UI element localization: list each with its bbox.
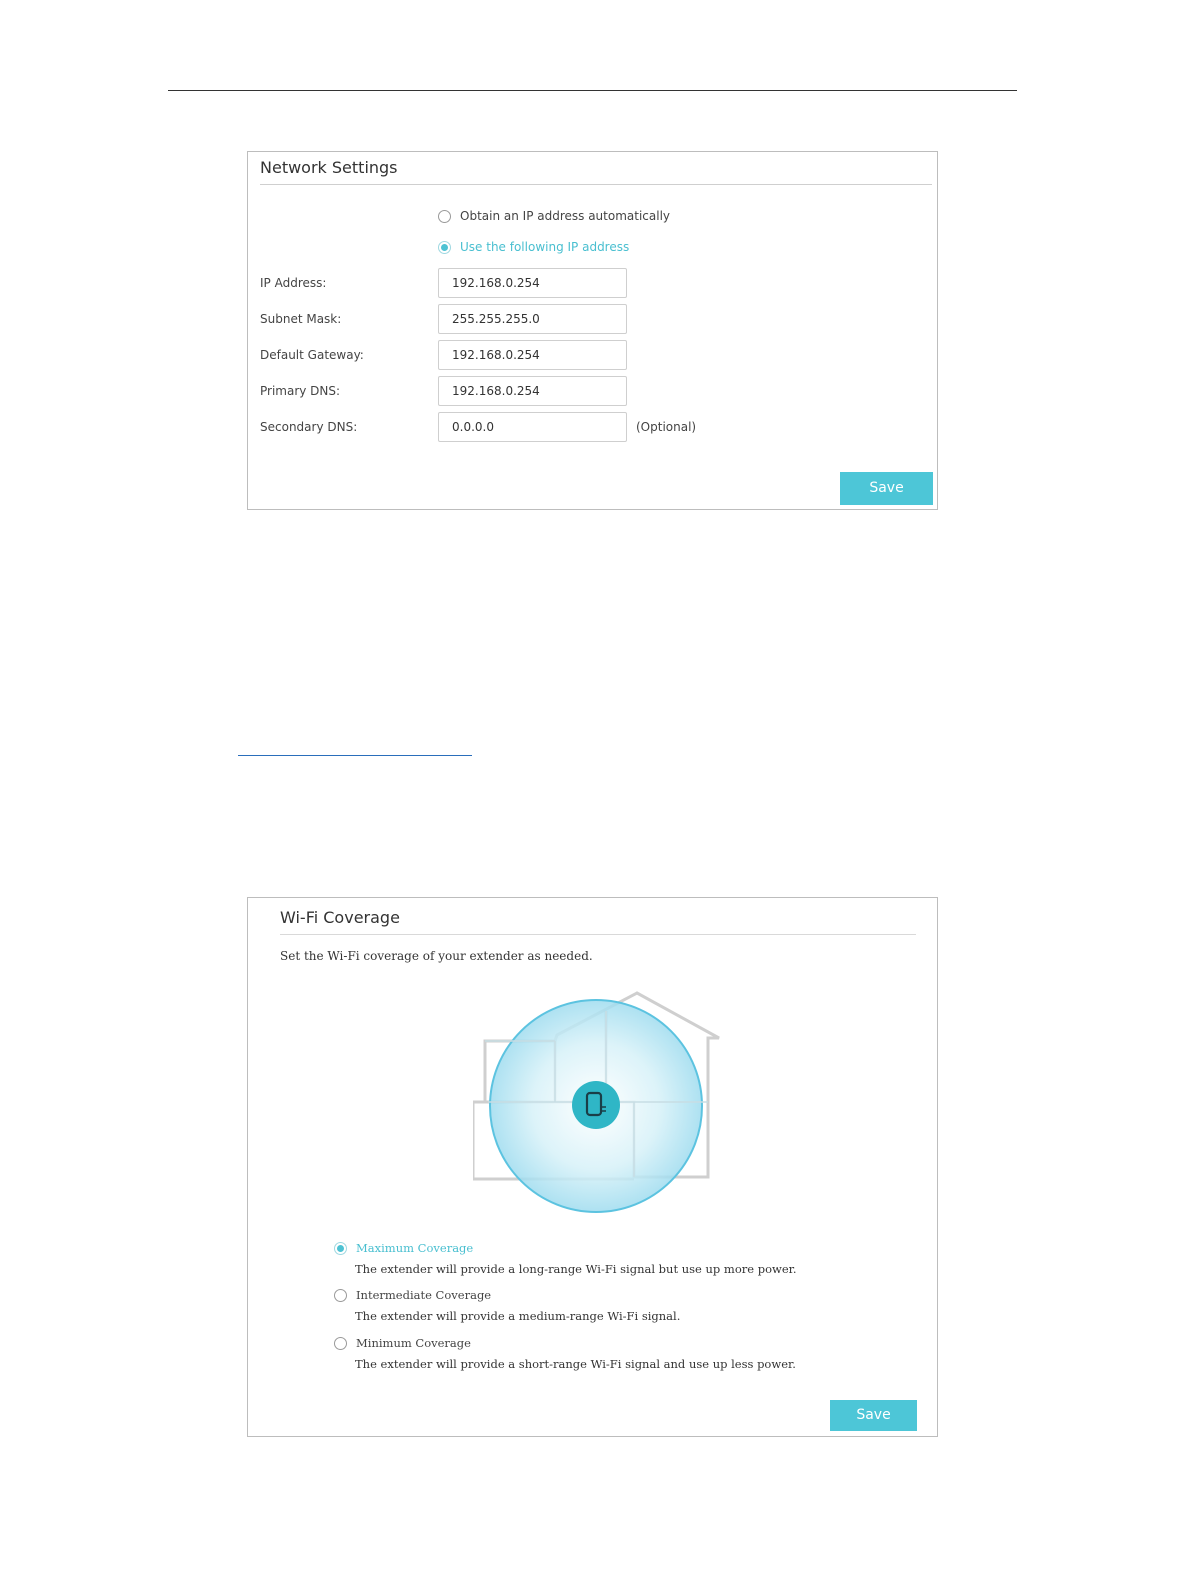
default-gateway-input[interactable] [438, 340, 627, 370]
ip-address-label: IP Address: [260, 276, 327, 290]
ip-address-input[interactable] [438, 268, 627, 298]
optional-note: (Optional) [636, 420, 697, 434]
link-underline [238, 755, 472, 756]
coverage-description: Set the Wi-Fi coverage of your extender as needed. [280, 949, 593, 963]
secondary-dns-input[interactable] [438, 412, 627, 442]
divider [260, 184, 932, 185]
extender-device-icon [572, 1081, 620, 1129]
secondary-dns-label: Secondary DNS: [260, 420, 358, 434]
default-gateway-label: Default Gateway: [260, 348, 364, 362]
coverage-option-description: The extender will provide a medium-range Wi-Fi signal. [355, 1309, 681, 1323]
coverage-option-intermediate[interactable] [334, 1288, 680, 1323]
page-header-rule [168, 90, 1017, 91]
coverage-option-minimum[interactable] [334, 1336, 796, 1371]
radio-label: Use the following IP address [460, 240, 630, 254]
coverage-option-label: Maximum Coverage [356, 1241, 474, 1255]
primary-dns-label: Primary DNS: [260, 384, 341, 398]
panel-title: Network Settings [260, 158, 398, 177]
radio-obtain-automatically[interactable] [438, 209, 670, 223]
network-settings-panel [247, 151, 938, 510]
coverage-option-label: Minimum Coverage [356, 1336, 471, 1350]
radio-use-following[interactable] [438, 240, 629, 254]
coverage-option-description: The extender will provide a short-range Wi-Fi signal and use up less power. [355, 1357, 796, 1371]
wifi-coverage-panel [247, 897, 938, 1437]
coverage-option-label: Intermediate Coverage [356, 1288, 492, 1302]
radio-label: Obtain an IP address automatically [460, 209, 671, 223]
coverage-option-maximum[interactable] [334, 1241, 797, 1276]
radio-icon [334, 1337, 347, 1350]
save-button[interactable]: Save [830, 1400, 917, 1431]
subnet-mask-input[interactable] [438, 304, 627, 334]
radio-selected-icon [334, 1242, 347, 1255]
subnet-mask-label: Subnet Mask: [260, 312, 342, 326]
save-button[interactable]: Save [840, 472, 933, 505]
radio-icon [438, 210, 451, 223]
primary-dns-input[interactable] [438, 376, 627, 406]
divider [280, 934, 916, 935]
coverage-option-description: The extender will provide a long-range Wi-Fi signal but use up more power. [355, 1262, 797, 1276]
radio-selected-icon [438, 241, 451, 254]
radio-icon [334, 1289, 347, 1302]
coverage-illustration [473, 991, 725, 1213]
panel-title: Wi-Fi Coverage [280, 908, 400, 927]
